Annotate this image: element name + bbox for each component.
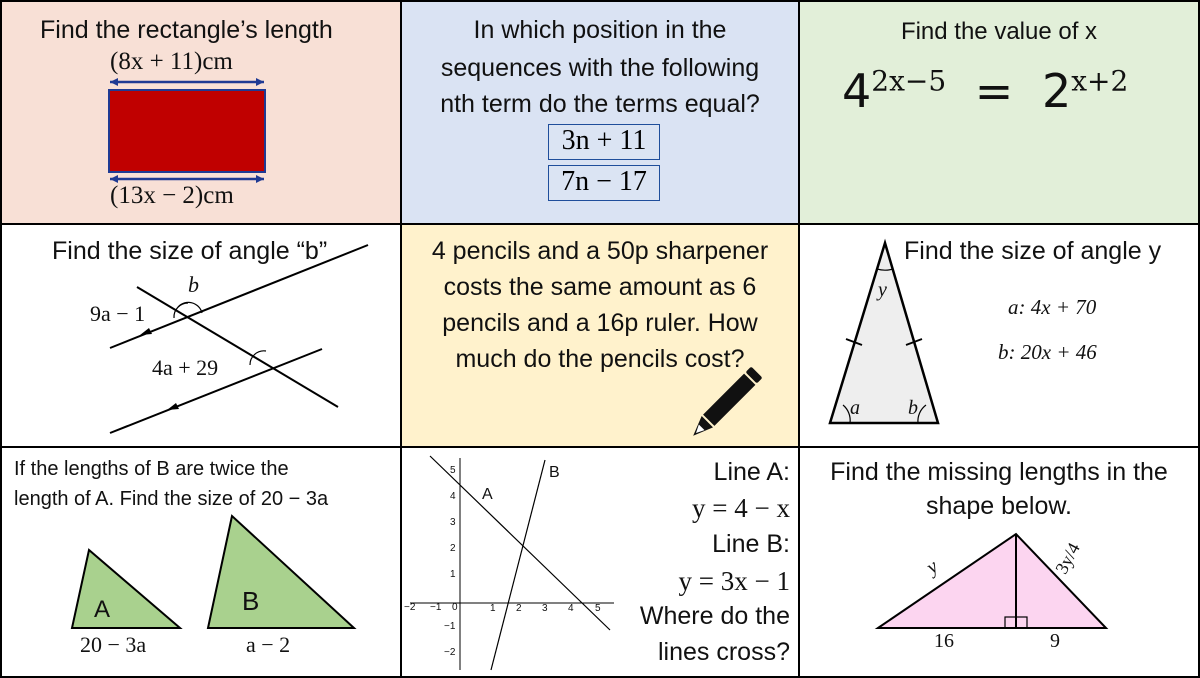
q8-tick-y-3: 3 [450, 517, 456, 528]
q6-isosceles-cell [798, 223, 1200, 448]
q1-title: Find the rectangle’s length [40, 16, 333, 44]
q3-exponent-cell [798, 0, 1200, 225]
q6-equation-b: b: 20x + 46 [998, 340, 1097, 364]
q5-line-2: costs the same amount as 6 [443, 273, 757, 301]
q3-right-base: 2 [1041, 64, 1072, 118]
q9-label-16: 16 [934, 630, 954, 652]
q6-label-b: b [908, 397, 918, 419]
q6-equation-a: a: 4x + 70 [1008, 295, 1097, 319]
q7-line-2: length of A. Find the size of 20 − 3a [14, 488, 329, 510]
q2-sequence-1: 3n + 11 [548, 124, 660, 160]
q8-text-2: y = 4 − x [692, 493, 790, 523]
q9-label-3y4: 3y/4 [1051, 539, 1084, 578]
q7-triangle-b [208, 516, 354, 628]
q7-diagram [2, 448, 402, 678]
q7-base-a: 20 − 3a [80, 632, 147, 657]
q5-line-4: much do the pencils cost? [455, 345, 745, 373]
q9-missing-lengths-cell [798, 446, 1200, 678]
q8-text-4: y = 3x − 1 [678, 566, 790, 596]
q8-tick-y-4: 4 [450, 491, 456, 502]
q4-angles-cell [0, 223, 402, 448]
q1-rectangle-length-cell [0, 0, 402, 225]
q8-text-3: Line B: [712, 530, 790, 558]
q9-diagram [800, 448, 1200, 678]
pencil-icon [402, 225, 800, 448]
q6-label-y: y [878, 279, 887, 301]
q5-line-3: pencils and a 16p ruler. How [442, 309, 758, 337]
q8-tick-x-neg1: −1 [430, 602, 442, 613]
q3-equation [842, 64, 1128, 118]
q7-base-b: a − 2 [246, 632, 291, 657]
q8-tick-x-0: 0 [452, 602, 458, 613]
q6-diagram [800, 225, 1200, 448]
q9-label-y: y [922, 555, 943, 579]
q7-line-1: If the lengths of B are twice the [14, 458, 289, 480]
q9-line-1: Find the missing lengths in the [830, 458, 1168, 486]
q7-similar-triangles-cell [0, 446, 402, 678]
q8-tick-y-2: 2 [450, 543, 456, 554]
q6-label-a: a [850, 397, 860, 419]
q8-tick-x-4: 4 [568, 603, 574, 614]
q8-line-a-label: A [482, 486, 493, 503]
q8-text-6: lines cross? [658, 638, 790, 666]
q3-equals: = [974, 64, 1014, 118]
q4-title: Find the size of angle “b” [52, 237, 328, 265]
q1-top-label: (8x + 11)cm [110, 48, 233, 75]
q1-red-rectangle [109, 90, 265, 172]
q4-arrow-1 [140, 328, 152, 335]
q4-transversal [137, 287, 338, 407]
q3-left-base: 4 [842, 64, 872, 118]
q1-bottom-label: (13x − 2)cm [110, 182, 234, 209]
q8-tick-x-5: 5 [595, 603, 601, 614]
q8-graph [402, 448, 622, 678]
q2-sequence-2: 7n − 17 [548, 165, 660, 201]
q2-line-2: sequences with the following [440, 54, 760, 82]
q7-triangle-a [72, 550, 180, 628]
q4-arrow-2 [167, 403, 179, 410]
q8-line-b-label: B [549, 464, 560, 481]
q8-text-1: Line A: [713, 458, 790, 486]
q8-line-b [491, 460, 545, 670]
q3-right-exponent: x+2 [1071, 64, 1129, 98]
q8-tick-y-neg2: −2 [444, 647, 456, 658]
q5-line-1: 4 pencils and a 50p sharpener [431, 237, 769, 265]
q8-tick-y-neg1: −1 [444, 621, 456, 632]
q5-pencils-cell [400, 223, 800, 448]
q4-diagram [2, 225, 402, 448]
q8-text-5: Where do the [639, 602, 790, 630]
q2-line-1: In which position in the [473, 16, 727, 44]
q9-label-9: 9 [1050, 630, 1060, 652]
q7-label-a: A [94, 596, 111, 623]
q7-label-b: B [242, 586, 260, 616]
q8-tick-y-5: 5 [450, 465, 456, 476]
q4-angle-2: 4a + 29 [152, 355, 219, 380]
q8-tick-x-2: 2 [516, 603, 522, 614]
q4-angle-1: 9a − 1 [90, 301, 146, 326]
q2-line-3: nth term do the terms equal? [440, 90, 760, 118]
q8-lines-cell [400, 446, 800, 678]
q3-left-exponent: 2x−5 [871, 64, 947, 98]
q8-tick-x-3: 3 [542, 603, 548, 614]
q3-title: Find the value of x [900, 18, 1098, 45]
q6-title: Find the size of angle y [904, 237, 1162, 265]
q9-line-2: shape below. [926, 492, 1072, 520]
q8-tick-y-1: 1 [450, 569, 456, 580]
q2-sequences-cell [400, 0, 800, 225]
q8-tick-x-1: 1 [490, 603, 496, 614]
q8-tick-x-neg2: −2 [404, 602, 416, 613]
q4-angle-b: b [188, 272, 199, 297]
